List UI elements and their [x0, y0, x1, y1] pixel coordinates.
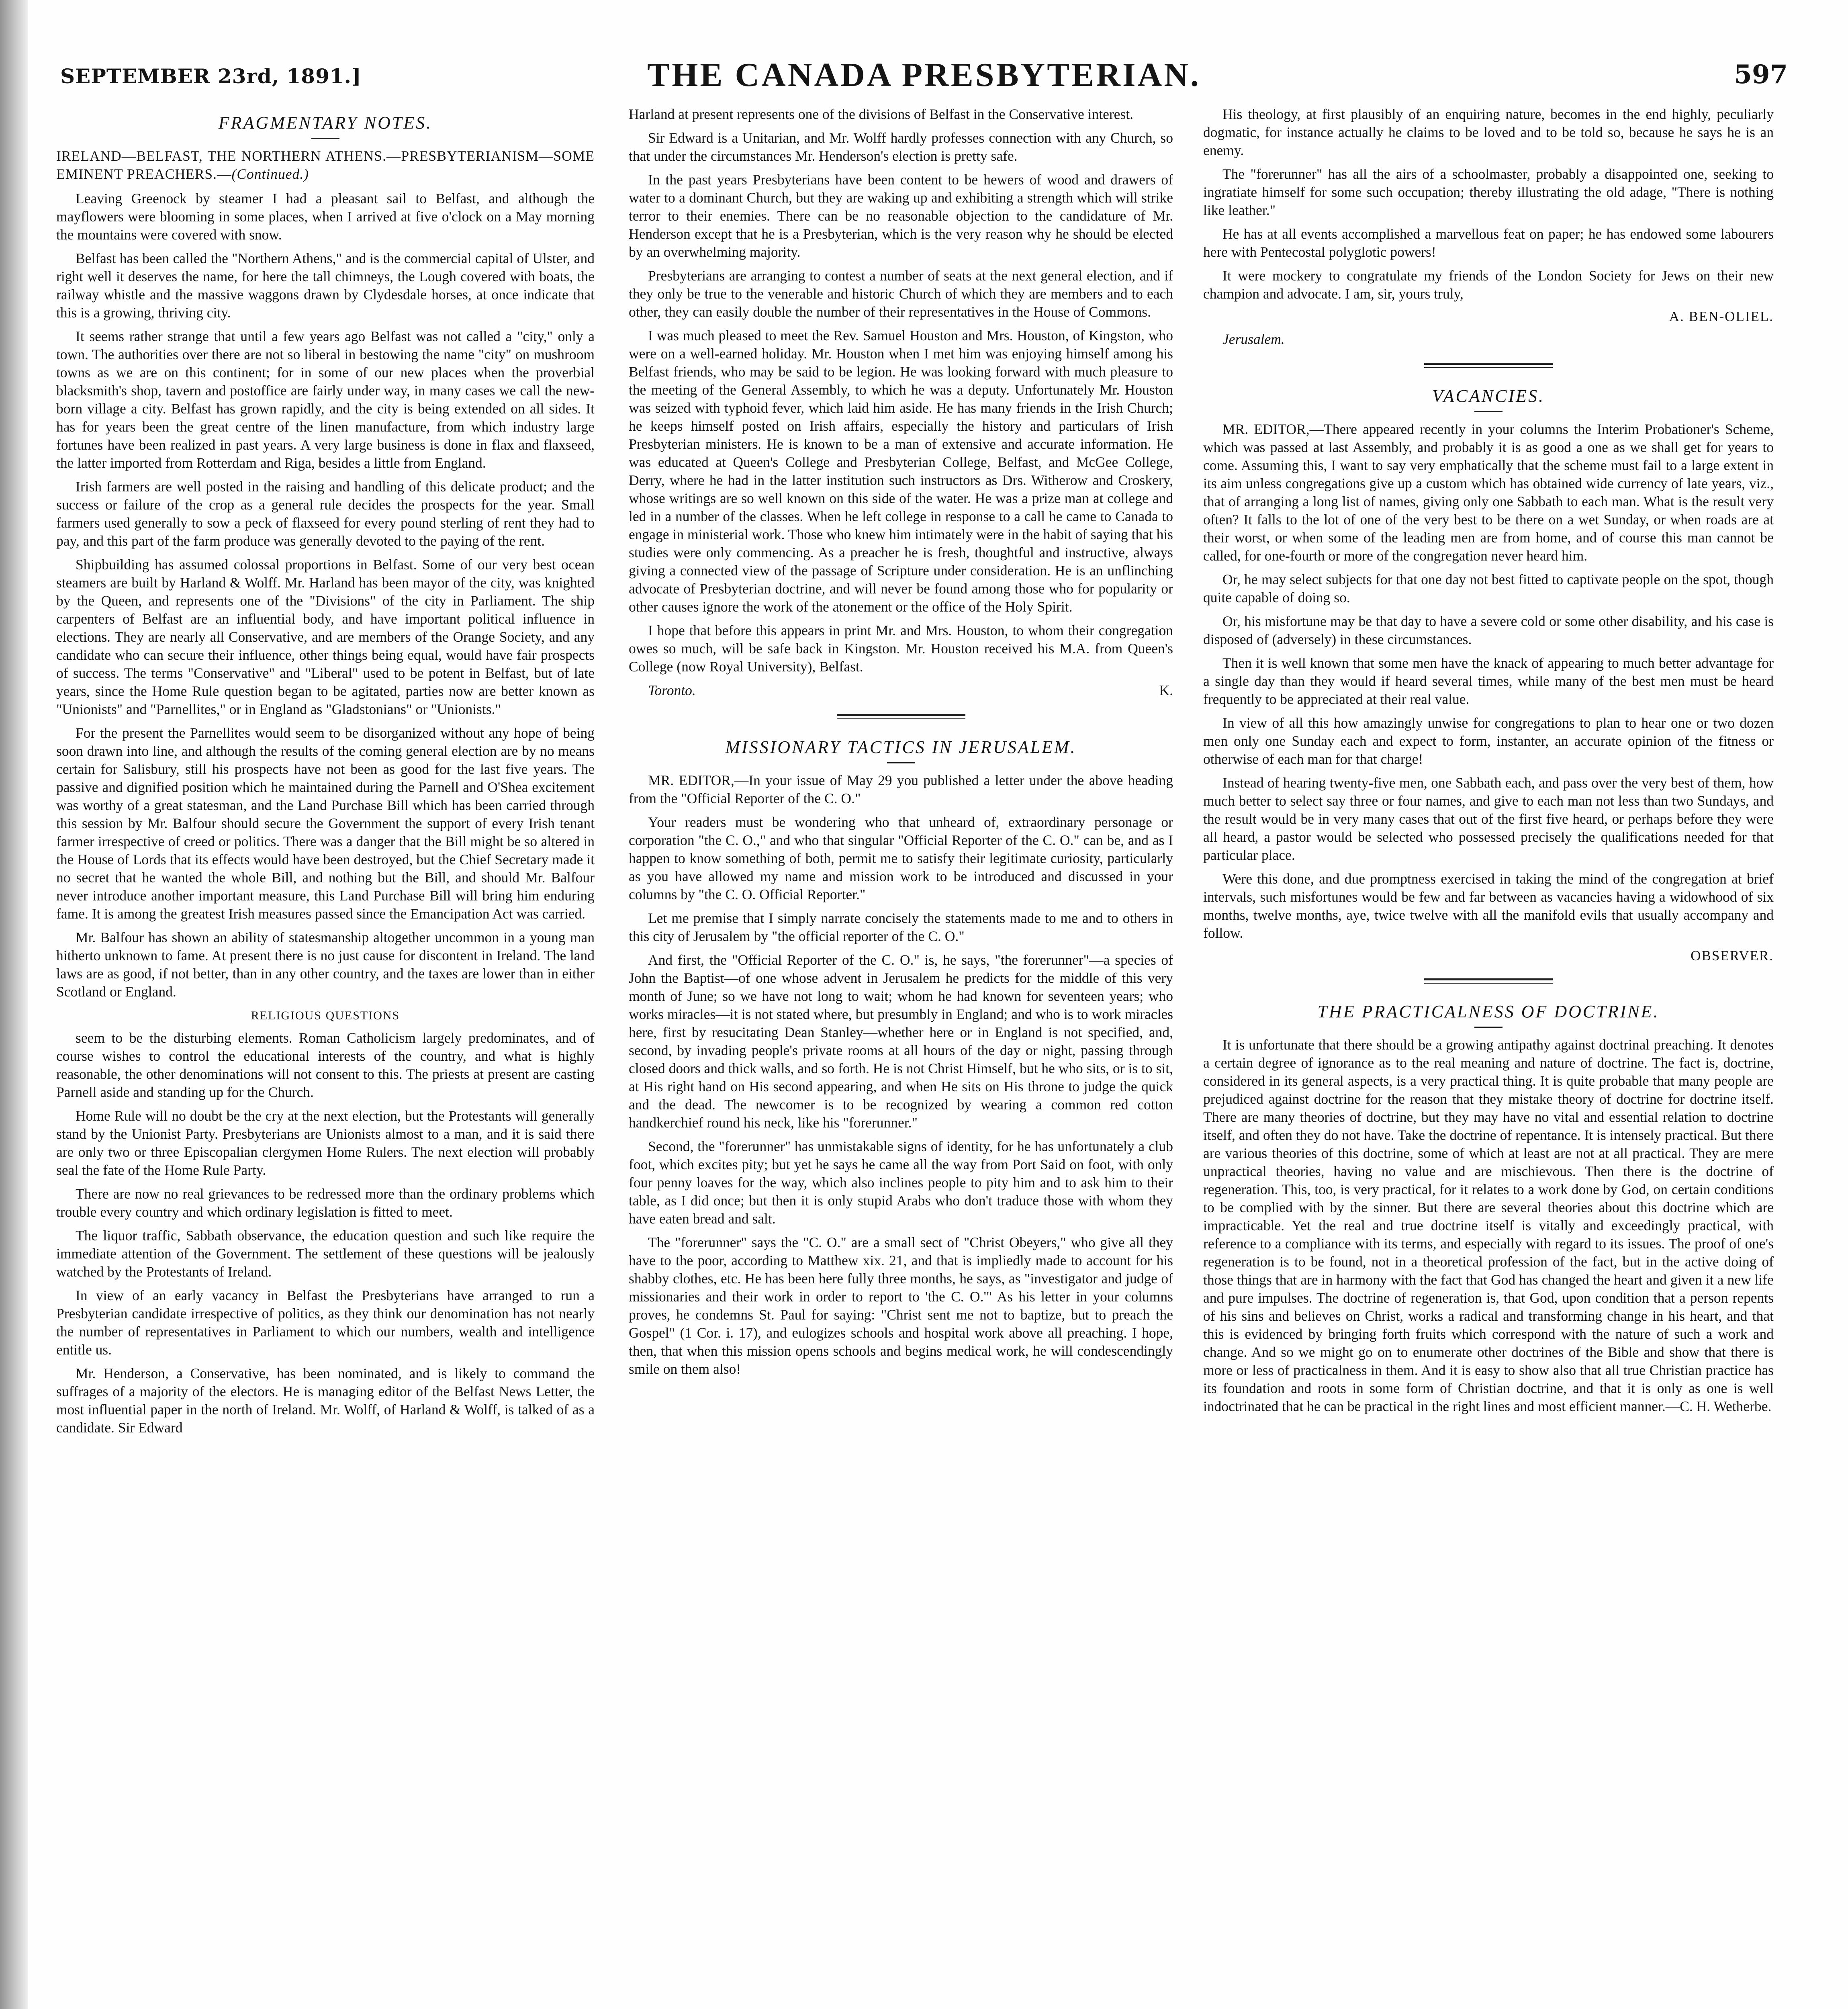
paragraph: Irish farmers are well posted in the raising and handling of this delicate product; and the success or failure of the crop as a general rule decides the prospects for the year. Small farmers used generally to sow a peck of flaxseed for every pound sterling of rent they had to pay, and this part of the farm produce was generally devoted to the paying of the rent.: [56, 479, 595, 549]
paragraph: Were this done, and due promptness exercised in taking the mind of the congregation at brief intervals, such misfortunes would be few and far between as vacancies having a widowhood of six months, twelve months, aye, twice twelve with all the manifold evils that usually accompany and follow.: [1203, 871, 1774, 941]
title-rule: [887, 762, 915, 763]
paragraph: There are now no real grievances to be redressed more than the ordinary problems which trouble every country and which ordinary legislation is fitted to meet.: [56, 1186, 595, 1220]
paragraph: For the present the Parnellites would seem to be disorganized without any hope of being soon drawn into line, and although the results of the coming general election are by no means certain for Salisbury, still his prospects have not been as good for the last five years. The passive and dignified position which he maintained during the Parnell and O'Shea excitement was worthy of a great statesman, and the Land Purchase Bill which has been carried through this session by Mr. Balfour should secure the Government the support of every Irish tenant farmer irrespective of creed or politics. There was a danger that the Bill might be so altered in the House of Lords that its effects would have been destroyed, but the Chief Secretary made it no secret that he wanted the whole Bill, and nothing but the Bill, and should Mr. Balfour never introduce another important measure, this Land Purchase Bill will bring him enduring fame. It is among the greatest Irish measures passed since the Emancipation Act was carried.: [56, 725, 595, 922]
paragraph: It seems rather strange that until a few years ago Belfast was not called a "city," only a town. The authorities over there are not so liberal in bestowing the name "city" on mushroom towns as we are on this continent; for in some of our new places when the proverbial blacksmith's shop, tavern and postoffice are fairly under way, in many cases we call the new-born village a city. Belfast has grown rapidly, and the city is being extended on all sides. It has for years been the great centre of the linen manufacture, from which industry large fortunes have been realized in past years. A very large business is done in flax and flaxseed, the latter imported from Rotterdam and Riga, besides a little from England.: [56, 328, 595, 471]
section-heading-religious-questions: RELIGIOUS QUESTIONS: [251, 1009, 400, 1022]
paragraph: MR. EDITOR,—There appeared recently in your columns the Interim Probationer's Scheme, which was passed at last Assembly, and probably it is as good a one as we shall get for years to come. Assuming this, I want to say very emphatically that the scheme must fail to a large extent in its aim unless congregations give up a custom which has obtained wide currency of late years, viz., that of arranging a long list of names, giving only one Sabbath to each man. What is the result very often? It falls to the lot of one of the very best to be there on a wet Sunday, or when roads are at their worst, or when some of the leading men are from home, and of course this man cannot be called, for one-fourth or more of the congregation never heard him.: [1203, 421, 1774, 564]
column-2: [629, 105, 1173, 2009]
issue-date: SEPTEMBER 23rd, 1891.]: [60, 64, 362, 88]
article-title-vacancies: VACANCIES.: [1432, 386, 1545, 406]
article-title-fragmentary-notes: FRAGMENTARY NOTES.: [218, 113, 433, 133]
paragraph: Instead of hearing twenty-five men, one Sabbath each, and pass over the very best of them, how much better to select say three or four names, and give to each man not less than two Sundays, and the result would be in very many cases that out of the first five heard, or perhaps before they were all heard, a pastor would be selected who possessed precisely the qualifications needed for that particular place.: [1203, 775, 1774, 863]
paragraph: Your readers must be wondering who that unheard of, extraordinary personage or corporation "the C. O.," and who that singular "Official Reporter of the C. O." can be, and as I happen to know something of both, permit me to satisfy their legitimate curiosity, particularly as you have allowed my name and mission work to be introduced and discussed in your columns by "the C. O. Official Reporter.": [629, 814, 1173, 902]
paragraph: Harland at present represents one of the divisions of Belfast in the Conservative interest.: [629, 106, 1133, 122]
title-rule: [1474, 1027, 1503, 1028]
paragraph: Home Rule will no doubt be the cry at the next election, but the Protestants will generally stand by the Unionist Party. Presbyterians are Unionists almost to a man, and it is said there are only two or three Episcopalian clergymen Home Rulers. The next election will probably seal the fate of the Home Rule Party.: [56, 1108, 595, 1178]
paragraph: The liquor traffic, Sabbath observance, the education question and such like require the immediate attention of the Government. The settlement of these questions will be jealously watched by the Protestants of Ireland.: [56, 1227, 595, 1280]
paragraph: Mr. Balfour has shown an ability of statesmanship altogether uncommon in a young man hitherto unknown to fame. At present there is no just cause for discontent in Ireland. The land laws are as good, if not better, than in any other country, and the taxes are lower than in either Scotland or England.: [56, 929, 595, 1000]
paragraph: Let me premise that I simply narrate concisely the statements made to me and to others in this city of Jerusalem by "the official reporter of the C. O.": [629, 910, 1173, 944]
signature-row: [1203, 330, 1774, 348]
signature-place: Toronto.: [648, 682, 696, 698]
paragraph: I hope that before this appears in print Mr. and Mrs. Houston, to whom their congregation owes so much, will be safe back in Kingston. Mr. Houston received his M.A. from Queen's College (now Royal University), Belfast.: [629, 622, 1173, 675]
paragraph: The "forerunner" says the "C. O." are a small sect of "Christ Obeyers," who give all they have to the poor, according to Matthew xix. 21, and that is impliedly made to account for his shabby clothes, etc. He has been here fully three months, he says, as "investigator and judge of missionaries and their work in order to report to 'the C. O.'" As his letter in your columns proves, he condemns St. Paul for saying: "Christ sent me not to baptize, but to preach the Gospel" (1 Cor. i. 17), and eulogizes schools and hospital work above all preaching. I hope, then, that when this mission opens schools and begins medical work, he will condescendingly smile on them also!: [629, 1234, 1173, 1377]
article-title-practicalness-of-doctrine: THE PRACTICALNESS OF DOCTRINE.: [1317, 1002, 1660, 1021]
title-rule: [311, 138, 339, 139]
paragraph: Mr. Henderson, a Conservative, has been nominated, and is likely to command the suffrages of a majority of the electors. He is managing editor of the Belfast News Letter, the most influential paper in the north of Ireland. Mr. Wolff, of Harland & Wolff, is talked of as a candidate. Sir Edward: [56, 1365, 595, 1436]
paragraph: Or, his misfortune may be that day to have a severe cold or some other disability, and his case is disposed of (adversely) in these circumstances.: [1203, 613, 1774, 647]
paragraph: Presbyterians are arranging to contest a number of seats at the next general election, and if they only be true to the venerable and historic Church of which they are members and to each other, they can easily double the number of their representatives in the House of Commons.: [629, 268, 1173, 320]
paragraph: I was much pleased to meet the Rev. Samuel Houston and Mrs. Houston, of Kingston, who were on a well-earned holiday. Mr. Houston when I met him was enjoying himself among his Belfast friends, who may be said to be legion. He was looking forward with much pleasure to the meeting of the General Assembly, to which he was a deputy. Unfortunately Mr. Houston was seized with typhoid fever, which laid him aside. He has many friends in the Irish Church; he keeps himself posted on Irish affairs, especially the history and particulars of Irish Presbyterian ministers. He is known to be a man of extensive and accurate information. He was educated at Queen's College and Presbyterian College, Belfast, and McGee College, Derry, where he had in the latter institution such instructors as Drs. Witherow and Croskery, whose writings are so well known on this side of the water. He was a prize man at college and led in a number of the classes. When he left college in response to a call he came to Canada to engage in ministerial work. Those who knew him intimately were in the habit of saying that his studies were only commencing. As a preacher he is fresh, thoughtful and instructive, always giving a connected view of the passage of Scripture under consideration. He is an unflinching advocate of Presbyterian doctrine, and will never be found among those who for popularity or other causes ignore the work of the atonement or the office of the Holy Spirit.: [629, 327, 1173, 615]
column-1: [56, 105, 595, 2009]
paragraph: Or, he may select subjects for that one day not best fitted to captivate people on the spot, though quite capable of doing so.: [1203, 571, 1774, 606]
paragraph: Then it is well known that some men have the knack of appearing to much better advantage for a single day than they would if heard several times, while many of the best men must be heard frequently to be appreciated at their real value.: [1203, 655, 1774, 707]
paragraph: Belfast has been called the "Northern Athens," and is the commercial capital of Ulster, and right well it deserves the name, for here the tall chimneys, the Lough covered with boats, the railway whistle and the massive waggons drawn by Clydesdale horses, at once indicate that this is a growing, thriving city.: [56, 250, 595, 321]
masthead: [60, 55, 1788, 104]
paragraph: In view of an early vacancy in Belfast the Presbyterians have arranged to run a Presbyterian candidate irrespective of politics, as they think our denomination has not nearly the number of representatives in Parliament to which our numbers, wealth and intelligence entitle us.: [56, 1287, 595, 1358]
subhead-text: IRELAND—BELFAST, THE NORTHERN ATHENS.—PRESBYTERIANISM—SOME EMINENT PREACHERS.—: [56, 148, 595, 182]
title-rule: [1474, 411, 1503, 412]
section-divider: [1424, 978, 1553, 984]
signature-row: [629, 681, 1173, 700]
page-number: 597: [1734, 59, 1788, 90]
letter-signature: OBSERVER.: [1691, 948, 1774, 964]
column-3: [1203, 105, 1774, 2009]
paragraph: In the past years Presbyterians have been content to be hewers of wood and drawers of water to a dominant Church, but they are waking up and exhibiting a strength which will strike terror to their enemies. There can be no reasonable objection to the candidature of Mr. Henderson except that he is a Presbyterian, which is the very reason why he should be elected by an overwhelming majority.: [629, 172, 1173, 260]
section-divider: [1424, 363, 1553, 368]
paragraph: His theology, at first plausibly of an enquiring nature, becomes in the end highly, peculiarly dogmatic, for instance actually he claims to be loved and to be told so, because he says he is an enemy.: [1203, 106, 1774, 158]
article-subhead: [56, 147, 595, 183]
letter-signature: A. BEN-OLIEL.: [1669, 309, 1774, 324]
subhead-continued: (Continued.): [231, 166, 309, 182]
section-divider: [837, 714, 965, 719]
paragraph: It were mockery to congratulate my friends of the London Society for Jews on their new champion and advocate. I am, sir, yours truly,: [1203, 268, 1774, 302]
paragraph: In view of all this how amazingly unwise for congregations to plan to hear one or two dozen men only one Sunday each and expect to form, instanter, an accurate opinion of the fitness or otherwise of each man for that charge!: [1203, 715, 1774, 767]
paragraph: MR. EDITOR,—In your issue of May 29 you published a letter under the above heading from the "Official Reporter of the C. O.": [629, 772, 1173, 806]
page-binding-shadow: [0, 0, 28, 2009]
paragraph: Sir Edward is a Unitarian, and Mr. Wolff hardly professes connection with any Church, so that under the circumstances Mr. Henderson's election is pretty safe.: [629, 130, 1173, 164]
paragraph: seem to be the disturbing elements. Roman Catholicism largely predominates, and of course wishes to control the educational interests of the country, and what is highly reasonable, the other denominations will not consent to this. The priests at present are casting Parnell aside and standing up for the Church.: [56, 1030, 595, 1100]
paragraph: Leaving Greenock by steamer I had a pleasant sail to Belfast, and although the mayflowers were blooming in some places, when I arrived at five o'clock on a May morning the mountains were covered with snow.: [56, 190, 595, 243]
paragraph: He has at all events accomplished a marvellous feat on paper; he has endowed some labourers here with Pentecostal polyglotic powers!: [1203, 226, 1774, 260]
paragraph: Shipbuilding has assumed colossal proportions in Belfast. Some of our very best ocean steamers are built by Harland & Wolff. Mr. Harland has been mayor of the city, was knighted by the Queen, and represents one of the "Divisions" of the city in Parliament. The ship carpenters of Belfast are an influential body, and have important political influence in elections. They are nearly all Conservative, and are members of the Orange Society, and any candidate who can secure their influence, other things being equal, would have fair prospects of success. The terms "Conservative" and "Liberal" used to be potent in Belfast, but of late years, since the Home Rule question began to be agitated, parties now are better known as "Unionists" and "Parnellites," or in England as "Gladstonians" or "Unionists.": [56, 556, 595, 717]
article-title-missionary-tactics: MISSIONARY TACTICS IN JERUSALEM.: [725, 737, 1077, 757]
paragraph: It is unfortunate that there should be a growing antipathy against doctrinal preaching. It denotes a certain degree of ignorance as to the real meaning and nature of doctrine. The fact is, doctrine, considered in its general aspects, is a very practical thing. It is quite probable that many people are prejudiced against doctrine for the reason that they mistake theory of doctrine for doctrine itself. There are many theories of doctrine, but they may have no vital and essential relation to doctrine itself, and often they do not have. Take the doctrine of repentance. It is intensely practical. But there are various theories of this doctrine, some of which at least are not at all practical. They are mere unpractical theories, having no value and are mischievous. Then there is the doctrine of regeneration. This, too, is very practical, for it relates to a work done by God, on certain conditions to be complied with by the sinner. But there are several theories about this doctrine which are impracticable. Yet the real and true doctrine itself is vitally and exceedingly practical, with reference to a compliance with its terms, and especially with regard to its issues. The proof of one's regeneration is to be found, not in a theoretical profession of the fact, but in the active doing of those things that are in harmony with the fact that God has changed the heart and given it a new life and pure impulses. The doctrine of regeneration is, that God, upon condition that a person repents of his sins and believes on Christ, works a radical and transforming change in his heart, and that this is evidenced by bringing forth fruits which correspond with the nature of such a work and change. And so we might go on to enumerate other doctrines of the Bible and show that there is more or less of practicalness in them. And it is easy to show also that all true Christian practice has its foundation and roots in some form of Christian doctrine, and that it is only as one is well indoctrinated that he can be practical in the right lines and most efficient manner.—C. H. Wetherbe.: [1203, 1037, 1774, 1414]
newspaper-title: THE CANADA PRESBYTERIAN.: [647, 56, 1201, 94]
signature-place: Jerusalem.: [1222, 331, 1285, 347]
paragraph: The "forerunner" has all the airs of a schoolmaster, probably a disappointed one, seeking to ingratiate himself for some such occupation; thereby illustrating the old adage, "There is nothing like leather.": [1203, 166, 1774, 218]
paragraph: And first, the "Official Reporter of the C. O." is, he says, "the forerunner"—a species of John the Baptist—of one whose advent in Jerusalem he predicts for the middle of this very month of June; so we have not long to wait; whom he had known for seventeen years; who works miracles—it is not stated where, but presumbly in England; and who is to work miracles here, first by resucitating Dean Stanley—whether here or in England is not specified, and, second, by invading people's private rooms at all hours of the day or night, passing through closed doors and thick walls, and so forth. He is not Christ Himself, but he who sits, or is to sit, at His right hand on His second appearing, and when He sits on His throne to judge the quick and the dead. The newcomer is to be recognized by wearing a common red cotton handkerchief round his neck, like his "forerunner.": [629, 952, 1173, 1131]
paragraph: Second, the "forerunner" has unmistakable signs of identity, for he has unfortunately a club foot, which excites pity; but yet he says he came all the way from Port Said on foot, with only four penny loaves for the way, which also inclines people to pity him and to ask him to their table, as I did once; but then it is only stupid Arabs who don't traduce those with whom they have eaten bread and salt.: [629, 1138, 1173, 1227]
signature-initial: K.: [1159, 682, 1173, 698]
